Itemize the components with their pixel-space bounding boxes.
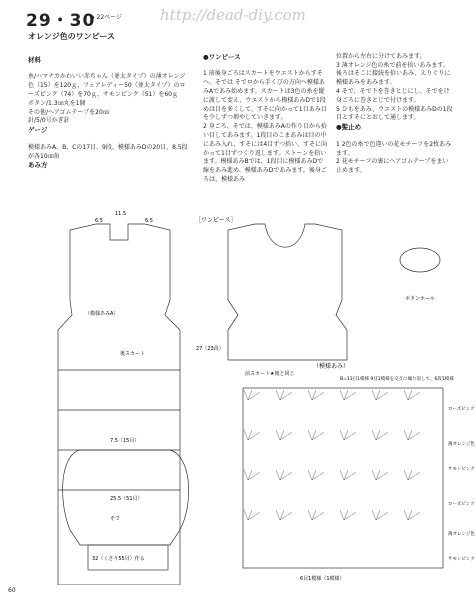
method-heading: あみ方 bbox=[28, 161, 48, 170]
gauge-heading: ゲージ bbox=[28, 126, 48, 135]
back-skirt-label: 後スカート bbox=[120, 351, 146, 357]
sleeve-bottom-dim: 32（くさり55目）作る bbox=[92, 556, 145, 562]
dim-top-mid: 11.5 bbox=[115, 211, 127, 217]
onepiece-column bbox=[203, 44, 328, 185]
instructions-continued: 位置から左右に分けてあみます。 3 薄オレンジ色の糸で前を拾いあみます。後ろはそこに接続を拾いあみ、えりぐりに模様あみをあみます。 4 そで、そで下を巻きとじにし、そでをけ身ごろに巻きとじで付けます。 5 ひもをあみ、ウエストの模様あみDの1段目とすそにとおして通します。 bbox=[336, 52, 453, 122]
back-skirt-outline bbox=[58, 224, 180, 585]
page-subtitle: オレンジ色のワンピース bbox=[28, 32, 115, 41]
materials-column bbox=[28, 47, 188, 179]
dim-top-left: 6.5 bbox=[95, 218, 103, 224]
sleeve-top-dim: 7.5（15目） bbox=[110, 438, 140, 444]
sleeve-mid-dim: 25.5（51目） bbox=[110, 496, 143, 502]
pattern-repeat-note: B=13目1模様 9目1模様を交互に繰り返して、6段1模様 bbox=[340, 377, 454, 382]
buttonhole-note: ボタンホール bbox=[405, 296, 435, 302]
color-label-3: サモンピンク bbox=[448, 467, 475, 472]
color-label-6: サモンピンク bbox=[448, 557, 475, 562]
dim-top-right: 6.5 bbox=[145, 218, 153, 224]
pattern-diagrams bbox=[0, 200, 476, 585]
color-label-2: 薄オレンジ色 bbox=[448, 442, 475, 447]
page-number: 60 bbox=[8, 587, 16, 594]
onepiece-text: 1 前後身ごろはスカートをウエストからすそへ、そでは そでロから手くびの方向へ模様あみAであみ始めます。スカートは3色の糸を縦に渡して変え、ウエストから模様あみDで1段めは目を多くして、すそに向かって1目あみ目を少しずつ増やしていきます。 2 身ごろ、そでは、模様あみAの作り目から拾い目してあみます。1段目のこまあみは目の中にあみ入れ、すそには4目ずつ拾い、すそに向かって1目ずつくり返します。ストーンを拾います。模様あみBでは、1段目に模様あみDで線をあみ進め、模様あみDであみます。後身ごろは、模様あみ bbox=[203, 70, 328, 183]
skirt-pattern-label: （模様あみA） bbox=[85, 311, 119, 317]
materials-text: 糸/ハマナカかわいい赤ちゃん（並太タイプ）の薄オレンジ色（15）を120ｇ、フェアレディー50（並太タイプ）のローズピンク（74）を70ｇ、サモンピンク（51）を60ｇ ボタン/1.3㎝丸を1個 その他/ヘアゴムテープを20㎝ 針/5/0号かぎ針 bbox=[28, 73, 186, 125]
pattern-chart-label: （模様あみ） bbox=[313, 363, 350, 370]
page-reference: ◆ 22ページ bbox=[90, 14, 123, 21]
watermark: http://dead-diy.com bbox=[160, 6, 306, 24]
sleeve-label: そで bbox=[110, 516, 121, 522]
gauge-text: 模様あみA、B、Cの17目、9段、模様あみDの20目、8.5段が各10㎝角 bbox=[28, 143, 188, 160]
chart-bottom-note: 6目1模様（1模様） bbox=[300, 576, 345, 582]
color-label-1: ローズピンク bbox=[448, 407, 475, 412]
color-label-5: 薄オレンジ色 bbox=[448, 532, 475, 537]
hair-heading: ●髪止め bbox=[336, 123, 362, 132]
color-label-4: ローズピンク bbox=[448, 502, 475, 507]
onepiece-heading: ●ワンピース bbox=[203, 52, 241, 61]
front-skirt-note: 前スカート★後と同じ bbox=[245, 371, 295, 377]
pattern-number: 29・30 bbox=[26, 11, 96, 31]
front-body-outline bbox=[228, 224, 347, 360]
side-length-dim: 27（23段） bbox=[196, 346, 224, 352]
onepiece-diagram-label: ［ワンピース］ bbox=[195, 217, 237, 224]
materials-heading: 材料 bbox=[28, 55, 41, 64]
instructions-right-column bbox=[336, 44, 454, 176]
hair-text: 1 2色の糸で色違いの花モチーフを2枚あみます。 2 花モチーフの裏にヘアゴムテープをまい止めます。 bbox=[336, 140, 452, 175]
flower-motif bbox=[400, 248, 440, 272]
